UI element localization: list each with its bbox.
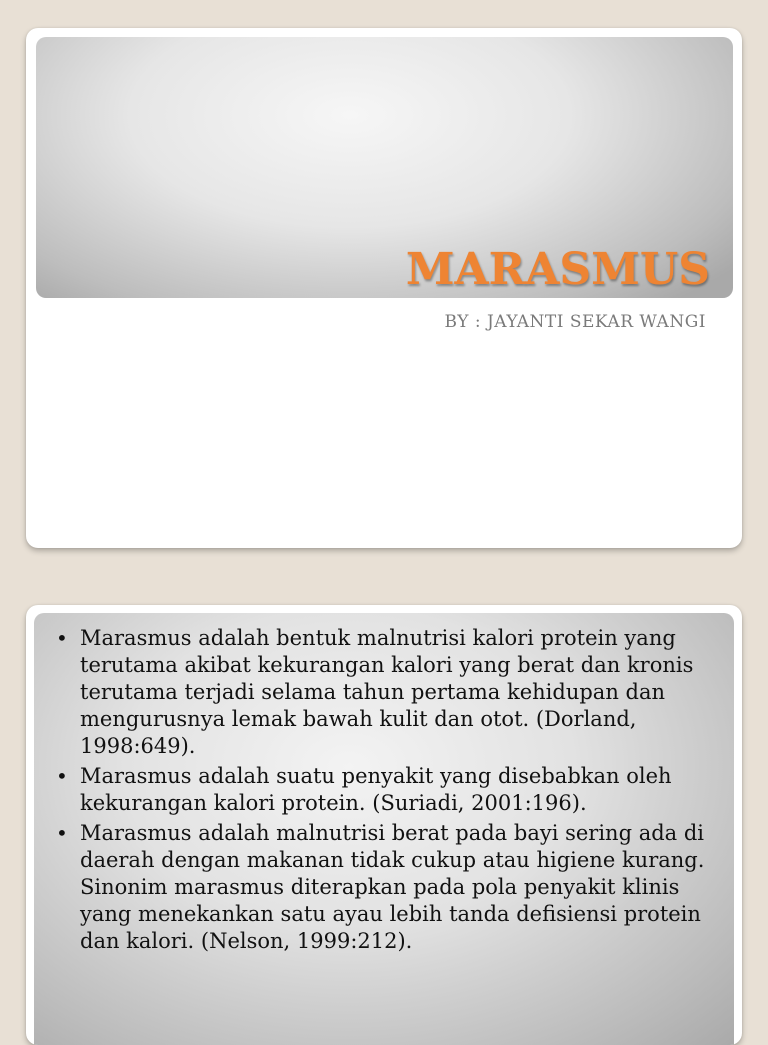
bullet-text: Marasmus adalah bentuk malnutrisi kalori protein yang terutama akibat kekurangan kalori yang berat dan kronis terutama terjadi selama tahun pertama kehidupan dan mengurusnya lemak bawah kulit dan otot. (Dorland, 1998:649). <box>80 626 694 758</box>
bullet-text: Marasmus adalah malnutrisi berat pada bayi sering ada di daerah dengan makanan tidak cukup atau higiene kurang. Sinonim marasmus diterapkan pada pola penyakit klinis yang menekankan satu ayau lebih tanda defisiensi protein dan kalori. (Nelson, 1999:212). <box>80 821 705 953</box>
slide-title: MARASMUS <box>405 244 710 295</box>
content-panel <box>34 613 734 1045</box>
bullet-item <box>56 763 728 817</box>
bullet-dot-icon: • <box>56 626 68 650</box>
slide-subtitle: BY : JAYANTI SEKAR WANGI <box>444 312 706 332</box>
title-slide[interactable] <box>26 28 742 548</box>
bullet-text: Marasmus adalah suatu penyakit yang disebabkan oleh kekurangan kalori protein. (Suriadi, 2001:196). <box>80 764 672 815</box>
content-slide[interactable] <box>26 605 742 1045</box>
bullet-dot-icon: • <box>56 764 68 788</box>
bullet-item <box>56 625 728 760</box>
bullet-item <box>56 820 728 955</box>
bullet-list <box>56 625 728 958</box>
bullet-dot-icon: • <box>56 821 68 845</box>
